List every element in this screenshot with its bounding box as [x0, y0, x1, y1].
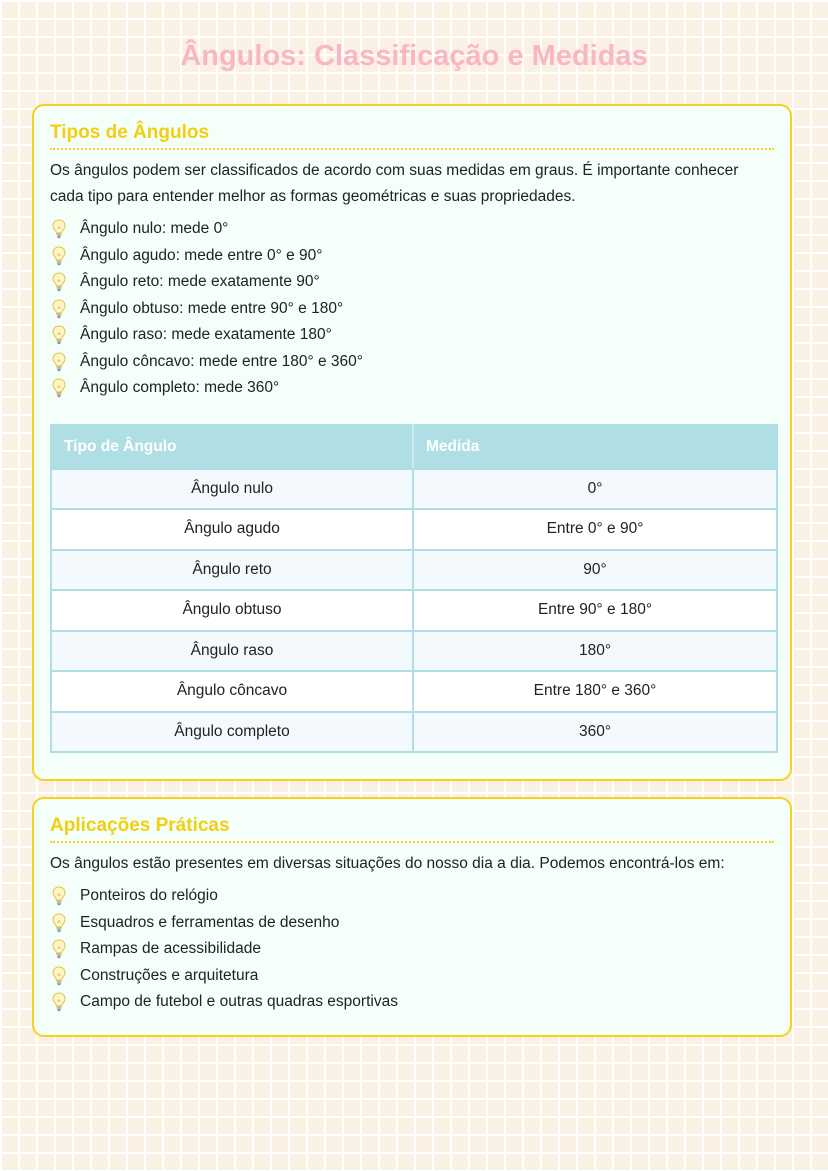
types-list-item-text: Ângulo côncavo: mede entre 180° e 360° — [80, 352, 363, 370]
types-list-item-text: Ângulo completo: mede 360° — [80, 379, 280, 397]
lightbulb-icon — [52, 913, 66, 933]
table-cell-measure: 0° — [413, 469, 777, 510]
applications-list-item — [50, 883, 774, 910]
types-list-item-text: Ângulo obtuso: mede entre 90° e 180° — [80, 299, 344, 317]
table-row — [51, 550, 777, 591]
table-row — [51, 590, 777, 631]
table-cell-type: Ângulo agudo — [51, 509, 413, 550]
page-title: Ângulos: Classificação e Medidas — [180, 40, 648, 72]
lightbulb-icon — [52, 325, 66, 345]
applications-list-item — [50, 963, 774, 990]
applications-list-item — [50, 989, 774, 1016]
lightbulb-icon — [52, 219, 66, 239]
types-list-item-text: Ângulo nulo: mede 0° — [80, 220, 229, 238]
table-row — [51, 631, 777, 672]
types-list-item-text: Ângulo raso: mede exatamente 180° — [80, 326, 332, 344]
applications-list-item-text: Rampas de acessibilidade — [80, 940, 261, 958]
types-list-item — [50, 243, 774, 270]
table-cell-measure: 90° — [413, 550, 777, 591]
types-heading: Tipos de Ângulos — [50, 122, 774, 150]
table-cell-measure: 180° — [413, 631, 777, 672]
table-row — [51, 671, 777, 712]
applications-heading: Aplicações Práticas — [50, 815, 774, 843]
lightbulb-icon — [52, 299, 66, 319]
table-row — [51, 509, 777, 550]
lightbulb-icon — [52, 966, 66, 986]
lightbulb-icon — [52, 886, 66, 906]
types-list-item-text: Ângulo agudo: mede entre 0° e 90° — [80, 246, 323, 264]
lightbulb-icon — [52, 352, 66, 372]
applications-list-item — [50, 936, 774, 963]
applications-intro: Os ângulos estão presentes em diversas situações do nosso dia a dia. Podemos encontrá-los em: — [50, 855, 725, 872]
table-cell-measure: Entre 90° e 180° — [413, 590, 777, 631]
applications-list-item — [50, 910, 774, 937]
lightbulb-icon — [52, 272, 66, 292]
table-header-type: Tipo de Ângulo — [51, 425, 413, 469]
types-list — [50, 216, 774, 402]
types-list-item-text: Ângulo reto: mede exatamente 90° — [80, 273, 320, 291]
lightbulb-icon — [52, 939, 66, 959]
applications-list-item-text: Construções e arquitetura — [80, 966, 259, 984]
types-list-item — [50, 322, 774, 349]
table-cell-type: Ângulo raso — [51, 631, 413, 672]
applications-card — [32, 797, 792, 1037]
types-list-item — [50, 296, 774, 323]
lightbulb-icon — [52, 992, 66, 1012]
table-cell-type: Ângulo nulo — [51, 469, 413, 510]
types-list-item — [50, 349, 774, 376]
applications-list-item-text: Ponteiros do relógio — [80, 887, 218, 905]
applications-list-item-text: Esquadros e ferramentas de desenho — [80, 913, 340, 931]
applications-list — [50, 883, 774, 1016]
table-header-row — [51, 425, 777, 469]
lightbulb-icon — [52, 378, 66, 398]
table-header-measure: Medida — [413, 425, 777, 469]
table-cell-measure: Entre 0° e 90° — [413, 509, 777, 550]
applications-list-item-text: Campo de futebol e outras quadras esportivas — [80, 993, 398, 1011]
table-cell-type: Ângulo côncavo — [51, 671, 413, 712]
types-list-item — [50, 375, 774, 402]
angles-table — [50, 424, 778, 754]
types-list-item — [50, 269, 774, 296]
types-intro: Os ângulos podem ser classificados de acordo com suas medidas em graus. É importante conhecer cada tipo para entender melhor as formas geométricas e suas propriedades. — [50, 162, 739, 205]
types-list-item — [50, 216, 774, 243]
table-cell-type: Ângulo obtuso — [51, 590, 413, 631]
table-row — [51, 469, 777, 510]
types-card — [32, 104, 792, 781]
table-cell-measure: Entre 180° e 360° — [413, 671, 777, 712]
table-cell-measure: 360° — [413, 712, 777, 753]
table-cell-type: Ângulo reto — [51, 550, 413, 591]
table-cell-type: Ângulo completo — [51, 712, 413, 753]
table-row — [51, 712, 777, 753]
lightbulb-icon — [52, 246, 66, 266]
